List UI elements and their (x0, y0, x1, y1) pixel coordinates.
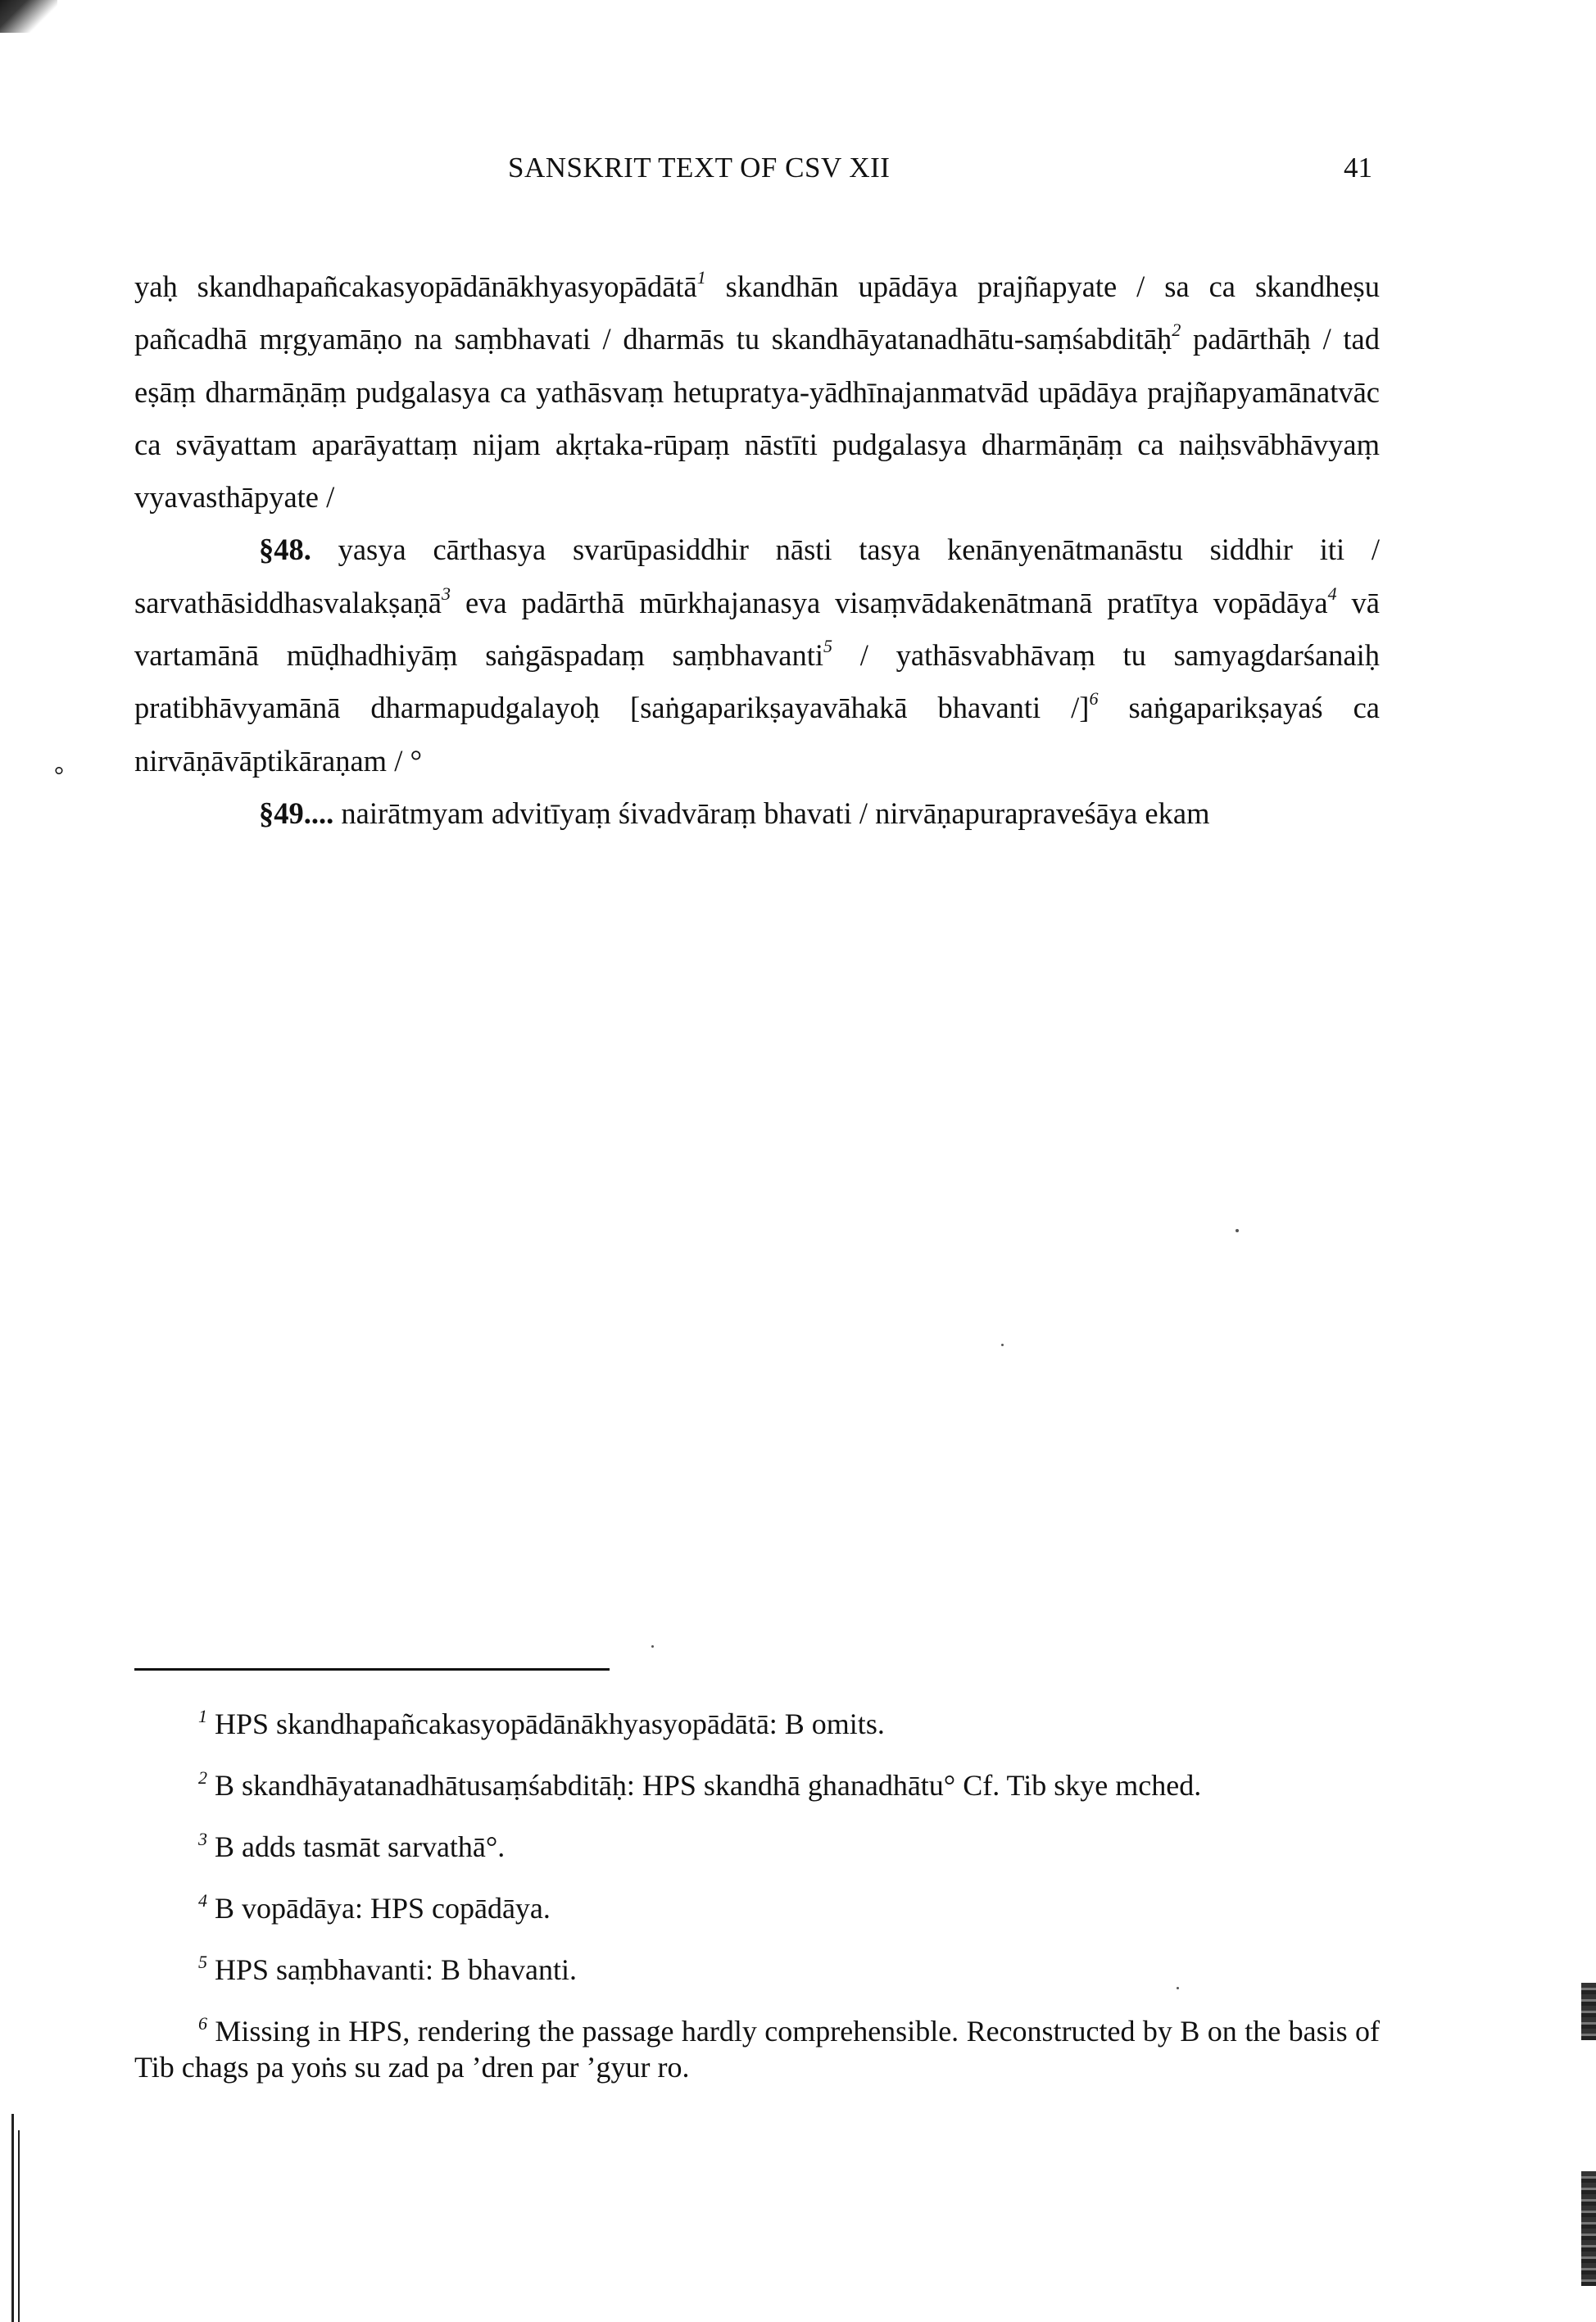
footnote-text: HPS skandhapañcakasyopādānākhyasyopādātā: B omits. (215, 1707, 885, 1740)
main-text (134, 261, 1380, 840)
scan-corner-shadow (0, 0, 57, 33)
text-run: saṅgaparikṣayaś ca nirvāṇāvāptikāraṇam / ° (134, 691, 1381, 778)
text-run: skandhān upādāya prajñapyate / sa ca skandheṣu pañcadhā mṛgyamāṇo na saṃbhavati / dharmās tu skandhāyatanadhātu-saṃśabditāḥ (134, 270, 1380, 356)
footnote-number: 1 (198, 1706, 207, 1726)
footnote-text: B vopādāya: HPS copādāya. (215, 1892, 551, 1925)
footnote-text: B skandhāyatanadhātusaṃśabditāḥ: HPS skandhā ghanadhātu° Cf. Tib skye mched. (215, 1769, 1202, 1802)
footnote-ref: 5 (823, 636, 833, 657)
scan-speck (1001, 1344, 1004, 1346)
paragraph-section-48 (134, 524, 1380, 787)
binding-edge-line (11, 2114, 14, 2322)
scan-edge-mark (1581, 2171, 1596, 2286)
footnote-text: B adds tasmāt sarvathā°. (215, 1830, 506, 1863)
footnote-ref: 3 (442, 583, 451, 604)
footnote-ref: 1 (696, 267, 706, 288)
footnote-item (134, 1890, 1380, 1926)
footnote-ref: 6 (1089, 688, 1099, 710)
margin-mark: ° (54, 762, 64, 789)
text-run: yaḥ skandhapañcakasyopādānākhyasyopādātā (134, 270, 697, 303)
footnote-number: 6 (198, 2013, 207, 2034)
footnote-text: Missing in HPS, rendering the passage hardly comprehensible. Reconstructed by B on the basis of Tib chags pa yoṅs su zad pa ’dren par ’gyur ro. (134, 2015, 1380, 2084)
scan-speck (651, 1645, 654, 1648)
scan-edge-mark (1581, 1983, 1596, 2040)
text-run: nairātmyam advitīyaṃ śivadvāraṃ bhavati / nirvāṇapurapraveśāya ekam (333, 796, 1210, 830)
binding-edge-line (18, 2130, 20, 2322)
paragraph (134, 261, 1380, 524)
section-number: §48. (259, 533, 311, 567)
paragraph-section-49 (134, 787, 1380, 840)
running-head: SANSKRIT TEXT OF CSV XII (508, 152, 891, 184)
footnote-item (134, 1767, 1380, 1803)
footnote-item (134, 1706, 1380, 1742)
footnotes (134, 1706, 1380, 2111)
footnote-number: 2 (198, 1767, 207, 1788)
text-run: yasya cārthasya svarūpasiddhir nāsti tasya kenānyenātmanāstu siddhir iti / sarvathāsiddhasvalakṣaṇā (134, 533, 1380, 619)
footnote-item (134, 1952, 1380, 1988)
text-run: vā vartamānā mūḍhadhiyāṃ saṅgāspadaṃ saṃbhavanti (134, 585, 1380, 673)
text-run: / yathāsvabhāvaṃ tu samyagdarśanaiḥ pratibhāvyamānā dharmapudgalayoḥ [saṅgaparikṣayavāhakā bhavanti /] (134, 638, 1380, 725)
footnote-rule (134, 1668, 610, 1671)
scan-speck (1236, 1229, 1239, 1232)
text-run: padārthāḥ / tad eṣāṃ dharmāṇāṃ pudgalasya ca yathāsvaṃ hetupratya-yādhīnajanmatvād upādāya prajñapyamānatvāc ca svāyattam aparāyattaṃ nijam akṛtaka-rūpaṃ nāstīti pudgalasya dharmāṇāṃ ca naiḥsvābhāvyaṃ vyavasthāpyate / (134, 322, 1380, 515)
footnote-text: HPS saṃbhavanti: B bhavanti. (215, 1953, 577, 1986)
footnote-number: 5 (198, 1952, 207, 1972)
section-number: §49.... (259, 796, 334, 830)
footnote-item (134, 1829, 1380, 1865)
footnote-ref: 4 (1327, 583, 1337, 604)
footnote-item (134, 2013, 1380, 2085)
footnote-ref: 2 (1172, 320, 1181, 341)
page-number: 41 (1344, 152, 1372, 184)
text-run: eva padārthā mūrkhajanasya visaṃvādakenātmanā pratītya vopādāya (451, 585, 1328, 619)
footnote-number: 4 (198, 1890, 207, 1911)
footnote-number: 3 (198, 1829, 207, 1849)
